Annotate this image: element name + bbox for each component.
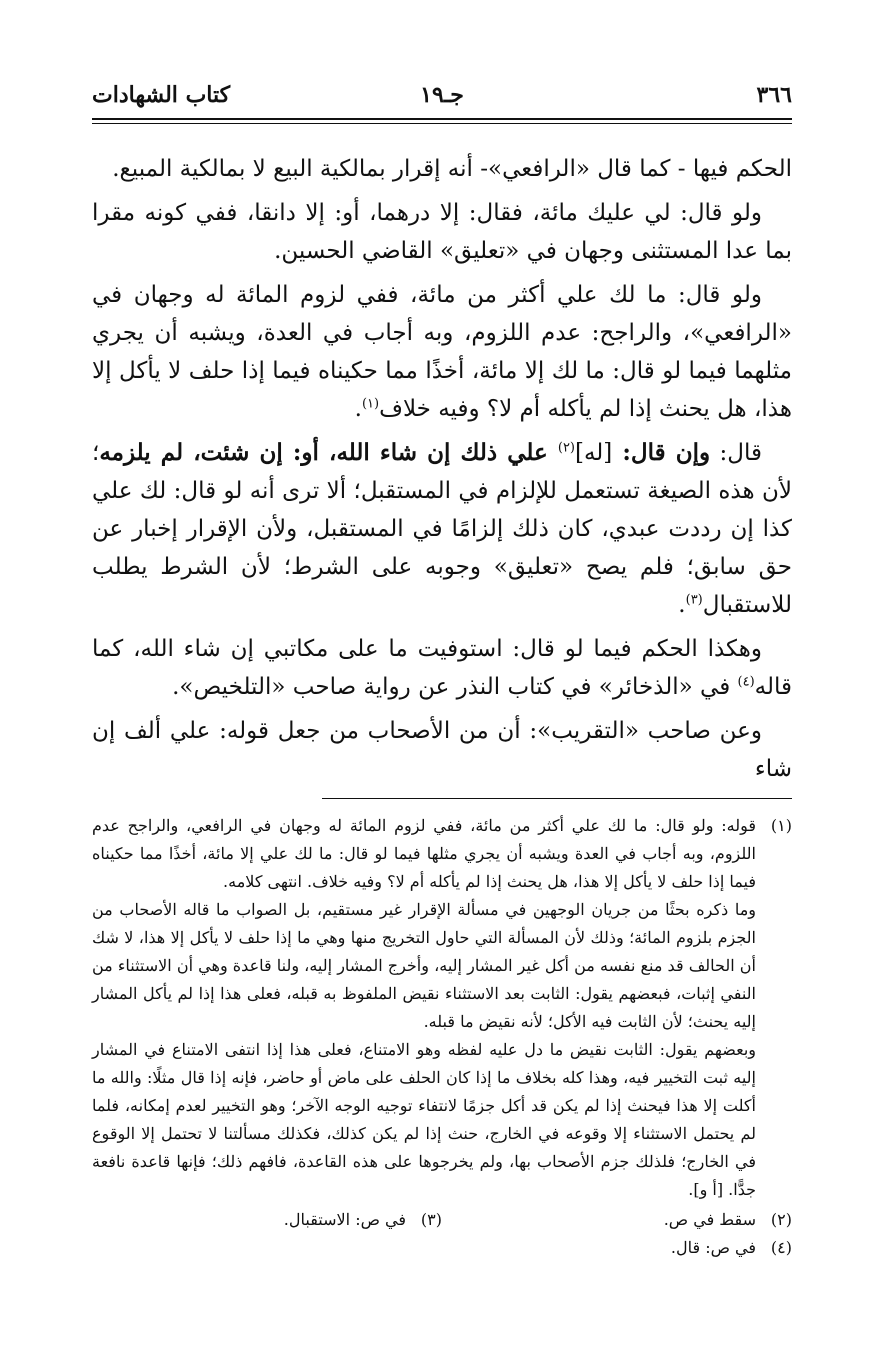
footnote-4 (92, 1234, 792, 1262)
footnote-number: (٣) (420, 1210, 442, 1229)
paragraph-6: وعن صاحب «التقريب»: أن من الأصحاب من جعل قوله: علي ألف إن شاء (92, 718, 792, 782)
footnote-1 (92, 812, 792, 1204)
footnote-text: وما ذكره بحثًا من جريان الوجهين في مسألة الإقرار غير مستقيم، بل الصواب ما قاله الأصحاب من الجزم بلزوم المائة؛ وذلك لأن المسألة التي حاول التخريج منها وهي ما إذا حلف لا يأكل إلا هذا، لا شك أن الحالف قد منع نفسه من أكل غير المشار إليه، وأخرج المشار إليه، ولنا قاعدة وهي أن الاستثناء من النفي إثبات، فبعضهم يقول: الثابت بعد الاستثناء نقيض الملفوظ به قبله، فعلى هذا إذا لم يأكل المشار إليه يحنث؛ لأن الثابت فيه الأكل؛ لأنه نقيض ما قبله. (92, 900, 756, 1031)
paragraph-1: الحكم فيها - كما قال «الرافعي»- أنه إقرار بمالكية البيع لا بمالكية المبيع. (112, 156, 792, 182)
footnote-text: قوله: ولو قال: ما لك علي أكثر من مائة، ففي لزوم المائة له وجهان في الرافعي، والراجح عدم اللزوم، وبه أجاب في العدة ويشبه أن يجري مثلها فيما لو قال: ما لك علي إلا مائة، أخذًا مما حكيناه فيما إذا حلف لا يأكل إلا هذا، هل يحنث إذا لم يأكله أم لا؟ وفيه خلاف. انتهى كلامه. (92, 816, 756, 891)
footnote-number: (١) (770, 816, 792, 835)
paragraph-5: وهكذا الحكم فيما لو قال: استوفيت ما على مكاتبي إن شاء الله، كما قاله$^{(٤)}$ في «الذخائر» في كتاب النذر عن رواية صاحب «التلخيص». (92, 636, 792, 700)
footnotes (92, 812, 792, 1262)
header-rule-thin (92, 123, 792, 124)
paragraph-3: ولو قال: ما لك علي أكثر من مائة، ففي لزوم المائة له وجهان في «الرافعي»، والراجح: عدم اللزوم، وبه أجاب في العدة، ويشبه أن يجري مثلهما فيما لو قال: ما لك إلا مائة، أخذًا مما حكيناه فيما إذا حلف لا يأكل إلا هذا، هل يحنث إذا لم يأكله أم لا؟ وفيه خلاف$^{(١)}$. (92, 282, 792, 422)
header-rule-thick (92, 118, 792, 120)
footnote-ref-2: (٢) (557, 440, 575, 456)
footnote-text: سقط في ص. (663, 1210, 756, 1229)
volume-label: جـ١٩ (420, 82, 464, 108)
footnote-ref-1: (١) (361, 396, 380, 412)
footnote-ref-3: (٣) (685, 592, 703, 608)
footnote-number: (٢) (770, 1210, 792, 1229)
paragraph-4: قال: وإن قال: [له]$^{(٢)}$ علي ذلك إن شاء الله، أو: إن شئت، لم يلزمه؛ لأن هذه الصيغة تستعمل للإلزام في المستقبل؛ ألا ترى أنه لو قال: لك علي كذا إن رددت عبدي، كان ذلك إلزامًا في المستقبل، ولأن الإقرار إخبار عن حق سابق؛ فلم يصح «تعليق» وجوبه على الشرط؛ لأن الشرط يطلب للاستقبال$^{(٣)}$. (92, 439, 792, 618)
footnote-ref-4: (٤) (737, 674, 755, 690)
footnote-separator (322, 798, 792, 799)
page-number: ٣٦٦ (756, 82, 792, 108)
footnote-2 (442, 1206, 792, 1234)
footnote-text: في ص: قال. (670, 1238, 756, 1257)
footnote-3 (92, 1206, 442, 1234)
main-text (92, 150, 792, 794)
paragraph-2: ولو قال: لي عليك مائة، فقال: إلا درهما، أو: إلا دانقا، ففي كونه مقرا بما عدا المستثنى وجهان في «تعليق» القاضي الحسين. (92, 200, 792, 264)
book-title: كتاب الشهادات (92, 82, 231, 108)
footnote-text: وبعضهم يقول: الثابت نقيض ما دل عليه لفظه وهو الامتناع، فعلى هذا إذا انتفى الامتناع في المشار إليه ثبت التخيير فيه، وهذا كله بخلاف ما إذا كان الحلف على ماض أو حاضر، فإنه إذا قال مثلًا: والله ما أكلت إلا هذا فيحنث إذا لم يكن قد أكل جزمًا لانتفاء توجيه الوجه الآخر؛ وهو التخيير لعدم إمكانه، فلما لم يحتمل الاستثناء إلا وقوعه في الخارج، حنث إذا لم يكن كذلك، فكذلك مسألتنا لا تحتمل إلا الوقوع في الخارج؛ فلذلك جزم الأصحاب بها، ولم يخرجوها على هذه القاعدة، فافهم ذلك؛ فإنها قاعدة نافعة جدًّا. [أ و]. (92, 1040, 756, 1199)
page-header (92, 82, 792, 116)
footnote-number: (٤) (770, 1238, 792, 1257)
footnote-text: في ص: الاستقبال. (283, 1210, 406, 1229)
